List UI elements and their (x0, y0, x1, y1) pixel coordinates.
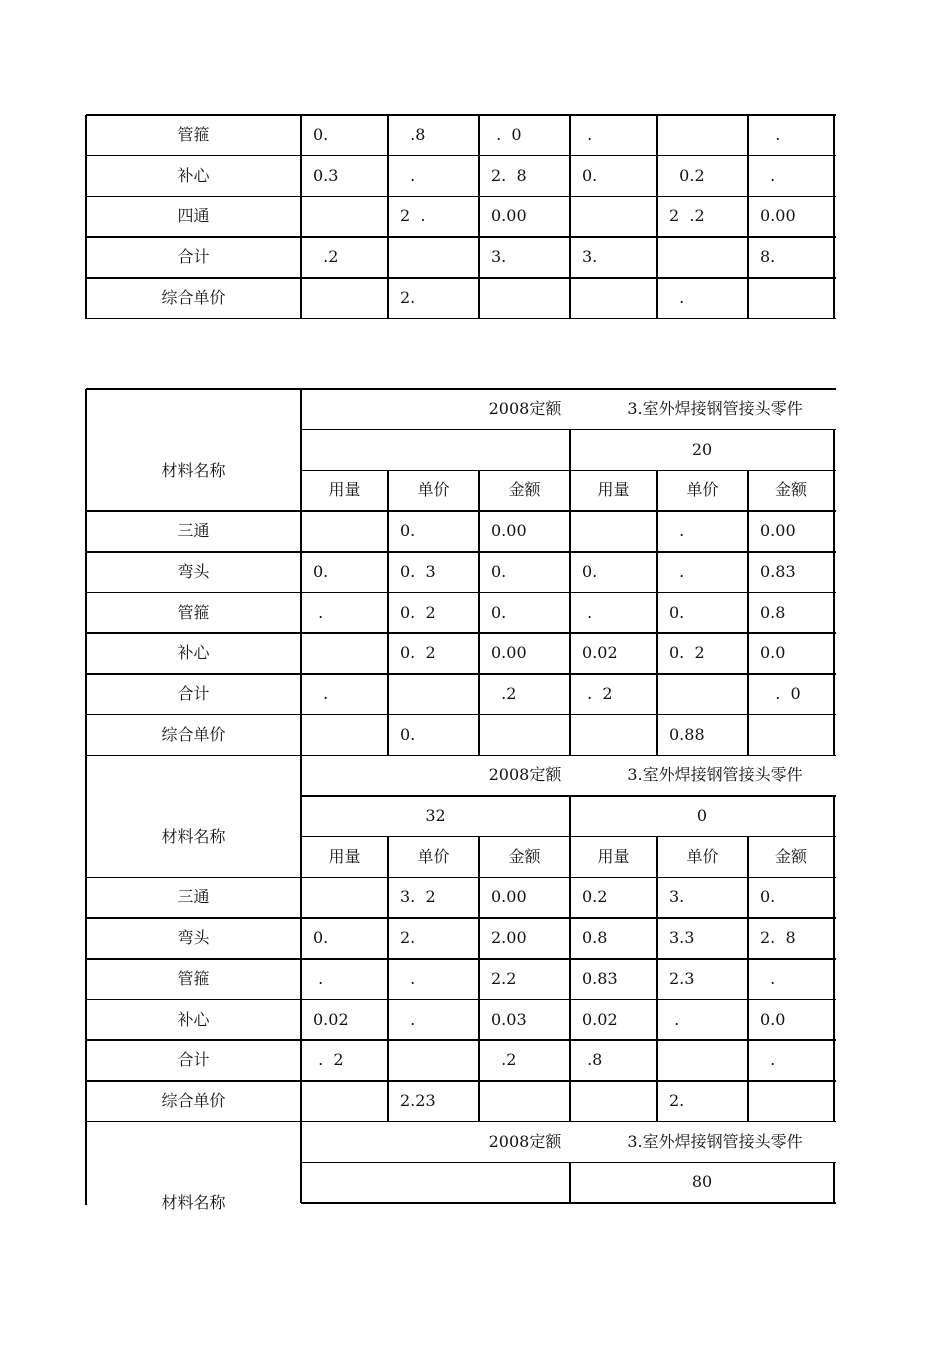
grid-line-v (478, 837, 480, 1122)
value-cell[interactable] (388, 1040, 479, 1081)
spec-left[interactable]: 32 (425, 806, 446, 825)
value-cell[interactable] (748, 278, 834, 319)
value-cell[interactable]: . (313, 683, 329, 703)
value-cell[interactable]: . (669, 287, 685, 307)
value-cell[interactable]: 0.00 (491, 206, 527, 226)
value-cell[interactable]: 2.2 (491, 968, 517, 988)
grid-line-h (86, 551, 836, 553)
spec-right[interactable]: 0 (696, 806, 708, 825)
grid-line-v (747, 837, 749, 1122)
value-cell[interactable]: 3. (669, 887, 685, 907)
grid-line-v (387, 837, 389, 1122)
value-cell[interactable] (388, 237, 479, 278)
value-cell[interactable]: 0. (400, 521, 416, 541)
value-cell[interactable]: . (760, 165, 776, 185)
value-cell[interactable]: 2 . (400, 206, 426, 226)
value-cell[interactable]: 0.2 (582, 887, 608, 907)
value-cell[interactable] (657, 674, 748, 715)
value-cell[interactable]: .8 (400, 125, 426, 144)
value-cell[interactable]: . (400, 1009, 416, 1029)
material-name-cell[interactable]: 弯头 (177, 928, 210, 948)
grid-line-v (833, 796, 835, 1122)
value-cell[interactable]: 3. (582, 247, 598, 267)
value-cell[interactable]: 0.2 (669, 165, 705, 185)
grid-line-h (86, 917, 836, 919)
value-cell[interactable] (748, 715, 834, 756)
grid-line-v (656, 470, 658, 755)
value-cell[interactable] (301, 511, 388, 552)
value-cell[interactable] (479, 1081, 570, 1122)
value-cell[interactable]: 0. (669, 602, 685, 622)
column-header[interactable]: 用量 (597, 480, 630, 500)
value-cell[interactable]: 0. 2 (669, 643, 705, 663)
column-header[interactable]: 用量 (597, 846, 630, 866)
value-cell[interactable]: 0.02 (582, 1009, 618, 1029)
column-header[interactable]: 单价 (686, 846, 719, 866)
value-cell[interactable] (570, 511, 657, 552)
value-cell[interactable]: 0.02 (313, 1009, 349, 1029)
value-cell[interactable]: 0.8 (760, 602, 786, 622)
material-name-label[interactable]: 材料名称 (161, 460, 226, 480)
spec-right[interactable]: 20 (691, 439, 713, 459)
value-cell[interactable]: . (760, 125, 781, 144)
value-cell[interactable]: 0.00 (491, 887, 527, 907)
material-name-cell[interactable]: 合计 (177, 683, 210, 703)
grid-line-h (86, 1039, 836, 1041)
material-name-cell[interactable]: 管箍 (177, 602, 210, 622)
quota-title[interactable]: 3.室外焊接钢管接头零件 (627, 399, 803, 418)
value-cell[interactable]: 2. (400, 287, 416, 307)
grid-line-h (86, 999, 836, 1001)
value-cell[interactable]: 0.00 (491, 521, 527, 541)
value-cell[interactable]: 0. (582, 165, 598, 185)
value-cell[interactable]: 3. 2 (400, 887, 436, 907)
value-cell[interactable] (657, 115, 748, 156)
value-cell[interactable]: . 0 (760, 683, 801, 703)
value-cell[interactable]: 0. (400, 724, 416, 744)
quota-title[interactable]: 3.室外焊接钢管接头零件 (627, 1131, 803, 1151)
grid-line-h (86, 714, 836, 716)
grid-line-h (86, 592, 836, 594)
material-name-label[interactable]: 材料名称 (161, 827, 226, 846)
quota-title[interactable]: 3.室外焊接钢管接头零件 (627, 765, 803, 785)
value-cell[interactable]: . (582, 125, 593, 144)
value-cell[interactable]: 2. 8 (491, 165, 527, 185)
value-cell[interactable]: . (669, 1009, 680, 1029)
value-cell[interactable]: .2 (491, 1050, 517, 1070)
value-cell[interactable]: . (582, 602, 593, 622)
quota-year[interactable]: 2008定额 (488, 765, 562, 785)
material-name-cell[interactable]: 管箍 (177, 968, 210, 988)
value-cell[interactable]: 2.00 (491, 928, 527, 948)
column-header[interactable]: 金额 (508, 846, 541, 866)
value-cell[interactable]: . (400, 968, 416, 988)
value-cell[interactable]: 0.03 (491, 1009, 527, 1029)
value-cell[interactable]: 0.83 (760, 561, 796, 581)
grid-line-v (478, 470, 480, 755)
value-cell[interactable] (570, 278, 657, 319)
grid-line-v (833, 1162, 835, 1203)
value-cell[interactable]: 0. 2 (400, 602, 436, 622)
spec-left[interactable] (301, 430, 570, 471)
value-cell[interactable] (570, 196, 657, 237)
grid-line-h (86, 877, 836, 879)
value-cell[interactable]: 0.8 (582, 928, 608, 948)
spec-left[interactable] (301, 1162, 570, 1203)
material-name-cell[interactable]: 补心 (177, 165, 210, 185)
value-cell[interactable]: . (669, 561, 685, 581)
value-cell[interactable]: 0.00 (760, 206, 796, 226)
value-cell[interactable]: . (313, 968, 324, 988)
value-cell[interactable]: . (760, 968, 776, 988)
column-header[interactable]: 用量 (328, 846, 361, 866)
value-cell[interactable]: .2 (313, 247, 339, 267)
value-cell[interactable]: 8. (760, 247, 776, 267)
material-name-cell[interactable]: 综合单价 (161, 724, 226, 744)
value-cell[interactable] (388, 674, 479, 715)
grid-line-v (387, 470, 389, 755)
column-header[interactable]: 用量 (328, 480, 361, 500)
material-name-cell[interactable]: 补心 (177, 643, 210, 663)
value-cell[interactable] (301, 196, 388, 237)
value-cell[interactable]: 0.02 (582, 643, 618, 663)
material-name-cell[interactable]: 三通 (177, 521, 210, 541)
value-cell[interactable] (301, 1081, 388, 1122)
spec-right[interactable]: 80 (691, 1172, 713, 1192)
value-cell[interactable]: 2. (400, 928, 416, 948)
grid-line-v (85, 755, 87, 1121)
grid-line-v (747, 470, 749, 755)
value-cell[interactable]: .2 (491, 683, 517, 703)
value-cell[interactable]: 3. (491, 247, 507, 267)
value-cell[interactable]: . 2 (582, 683, 613, 703)
column-header[interactable]: 金额 (774, 480, 807, 500)
value-cell[interactable] (479, 278, 570, 319)
grid-line-v (656, 837, 658, 1122)
quota-year[interactable]: 2008定额 (488, 1131, 562, 1151)
value-cell[interactable]: 0. 3 (400, 561, 436, 581)
value-cell[interactable]: 0. (760, 887, 776, 907)
value-cell[interactable] (301, 633, 388, 674)
grid-line-v (569, 430, 571, 756)
value-cell[interactable]: . (400, 165, 416, 185)
value-cell[interactable]: 2 .2 (669, 206, 705, 226)
value-cell[interactable]: 3.3 (669, 928, 695, 948)
value-cell[interactable]: 0. (491, 561, 507, 581)
value-cell[interactable]: 0.00 (491, 643, 527, 663)
value-cell[interactable]: 0.0 (760, 1009, 786, 1029)
grid-line-h (86, 510, 836, 512)
value-cell[interactable]: . 0 (491, 125, 522, 144)
value-cell[interactable]: 2. (669, 1090, 685, 1110)
column-header[interactable]: 金额 (508, 480, 541, 500)
value-cell[interactable]: . (669, 521, 685, 541)
value-cell[interactable]: 0. (491, 602, 507, 622)
value-cell[interactable]: . (760, 1050, 776, 1070)
value-cell[interactable] (657, 1040, 748, 1081)
value-cell[interactable]: 0.3 (313, 165, 339, 185)
value-cell[interactable]: . 2 (313, 1050, 344, 1070)
value-cell[interactable]: 0. (313, 125, 329, 144)
grid-line-v (85, 1122, 87, 1205)
value-cell[interactable]: 0.00 (760, 521, 796, 541)
grid-line-v (569, 796, 571, 1122)
value-cell[interactable] (748, 1081, 834, 1122)
value-cell[interactable] (301, 877, 388, 918)
value-cell[interactable] (301, 278, 388, 319)
value-cell[interactable]: 0. 2 (400, 643, 436, 663)
grid-line-v (300, 755, 302, 1121)
column-header[interactable]: 金额 (774, 846, 807, 866)
grid-line-v (569, 1162, 571, 1203)
value-cell[interactable]: 2.3 (669, 968, 695, 988)
grid-line-h (86, 632, 836, 634)
grid-line-h (86, 673, 836, 675)
grid-line-v (300, 1122, 302, 1203)
value-cell[interactable]: 0.83 (582, 968, 618, 988)
material-name-cell[interactable]: 综合单价 (161, 1090, 226, 1110)
value-cell[interactable]: 0.0 (760, 643, 786, 663)
value-cell[interactable] (479, 715, 570, 756)
column-header[interactable]: 单价 (417, 846, 450, 866)
value-cell[interactable] (570, 715, 657, 756)
column-header[interactable]: 单价 (686, 480, 719, 500)
grid-line-h (86, 1080, 836, 1082)
value-cell[interactable]: 0. (582, 561, 598, 581)
material-name-cell[interactable]: 弯头 (177, 561, 210, 581)
grid-line-v (833, 430, 835, 756)
value-cell[interactable]: 0. (313, 928, 329, 948)
grid-line-v (85, 389, 87, 755)
material-name-cell[interactable]: 管箍 (177, 125, 210, 144)
grid-line-v (300, 389, 302, 755)
material-name-cell[interactable]: 四通 (177, 206, 210, 226)
material-name-cell[interactable]: 综合单价 (161, 287, 226, 307)
quota-year[interactable]: 2008定额 (488, 399, 562, 418)
material-name-cell[interactable]: 补心 (177, 1009, 210, 1029)
material-name-cell[interactable]: 合计 (177, 247, 210, 267)
column-header[interactable]: 单价 (417, 480, 450, 500)
value-cell[interactable] (657, 237, 748, 278)
grid-line-h (86, 958, 836, 960)
value-cell[interactable]: 0.88 (669, 724, 705, 744)
material-name-cell[interactable]: 三通 (177, 887, 210, 907)
value-cell[interactable]: . (313, 602, 324, 622)
value-cell[interactable]: 2. 8 (760, 928, 796, 948)
value-cell[interactable]: 0. (313, 561, 329, 581)
value-cell[interactable]: 2.23 (400, 1090, 436, 1110)
value-cell[interactable]: .8 (582, 1050, 603, 1070)
material-name-cell[interactable]: 合计 (177, 1050, 210, 1070)
material-name-label[interactable]: 材料名称 (161, 1193, 226, 1213)
value-cell[interactable] (301, 715, 388, 756)
value-cell[interactable] (570, 1081, 657, 1122)
